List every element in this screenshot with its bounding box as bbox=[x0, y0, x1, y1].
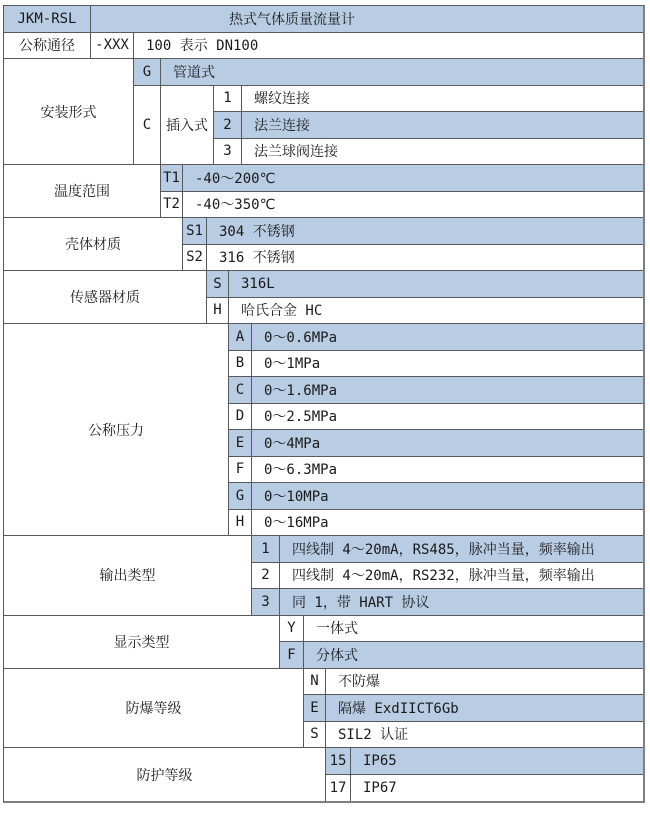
table-row bbox=[280, 642, 643, 669]
section-sensor-material bbox=[4, 271, 643, 324]
option-code: 17 bbox=[326, 775, 351, 802]
table-row bbox=[214, 86, 643, 113]
option-code: 3 bbox=[252, 589, 280, 616]
table-row bbox=[229, 457, 643, 484]
option-code: C bbox=[134, 86, 161, 166]
option-code: 2 bbox=[252, 563, 280, 590]
table-row bbox=[214, 139, 643, 166]
table-row bbox=[229, 351, 643, 378]
option-desc: -40～350℃ bbox=[183, 192, 643, 219]
option-code: 15 bbox=[326, 748, 351, 775]
option-code: F bbox=[280, 642, 304, 669]
option-code: Y bbox=[280, 616, 304, 643]
option-code: F bbox=[229, 457, 252, 484]
table-row bbox=[207, 298, 643, 325]
option-code: G bbox=[229, 483, 252, 510]
option-code: 1 bbox=[214, 86, 242, 113]
section-protection-grade bbox=[4, 748, 643, 801]
section-label: 安装形式 bbox=[4, 59, 134, 165]
table-row bbox=[214, 112, 643, 139]
option-code: D bbox=[229, 404, 252, 431]
option-desc: IP65 bbox=[351, 748, 643, 775]
table-row bbox=[326, 748, 643, 775]
option-desc: 0～2.5MPa bbox=[252, 404, 643, 431]
section-label: 防爆等级 bbox=[4, 669, 304, 749]
table-row bbox=[229, 324, 643, 351]
table-row bbox=[229, 510, 643, 537]
section-label: 温度范围 bbox=[4, 165, 161, 218]
table-row bbox=[229, 377, 643, 404]
option-desc: 0～4MPa bbox=[252, 430, 643, 457]
option-code: T2 bbox=[161, 192, 183, 219]
table-row bbox=[207, 271, 643, 298]
option-code: B bbox=[229, 351, 252, 378]
section-display-type bbox=[4, 616, 643, 669]
option-code: S1 bbox=[183, 218, 207, 245]
option-code: T1 bbox=[161, 165, 183, 192]
table-row bbox=[252, 536, 643, 563]
option-desc: 法兰球阀连接 bbox=[242, 139, 643, 166]
option-code: S2 bbox=[183, 245, 207, 272]
diameter-label: 公称通径 bbox=[4, 33, 91, 60]
option-desc: 0～0.6MPa bbox=[252, 324, 643, 351]
section-install-type bbox=[4, 59, 643, 165]
option-desc: 隔爆 ExdIICT6Gb bbox=[326, 695, 643, 722]
diameter-desc: 100 表示 DN100 bbox=[134, 33, 643, 60]
option-desc: 0～10MPa bbox=[252, 483, 643, 510]
option-code: G bbox=[134, 59, 161, 86]
table-row bbox=[304, 722, 643, 749]
diameter-code: -XXX bbox=[91, 33, 134, 60]
product-title: 热式气体质量流量计 bbox=[91, 6, 643, 33]
option-desc: SIL2 认证 bbox=[326, 722, 643, 749]
table-row bbox=[304, 669, 643, 696]
table-row bbox=[183, 245, 643, 272]
insertion-group bbox=[134, 86, 643, 166]
option-code: H bbox=[229, 510, 252, 537]
table-row bbox=[229, 430, 643, 457]
option-code: E bbox=[229, 430, 252, 457]
option-code: N bbox=[304, 669, 326, 696]
option-desc: 四线制 4～20mA，RS485，脉冲当量，频率输出 bbox=[280, 536, 643, 563]
table-row bbox=[134, 59, 643, 86]
option-desc: 0～6.3MPa bbox=[252, 457, 643, 484]
option-desc: 316L bbox=[229, 271, 643, 298]
table-row bbox=[280, 616, 643, 643]
section-temperature-range bbox=[4, 165, 643, 218]
option-desc: IP67 bbox=[363, 779, 397, 796]
section-label: 传感器材质 bbox=[4, 271, 207, 324]
option-code: 3 bbox=[214, 139, 242, 166]
option-code: 2 bbox=[214, 112, 242, 139]
option-desc: 管道式 bbox=[161, 59, 643, 86]
table-row bbox=[229, 483, 643, 510]
option-desc: 不防爆 bbox=[326, 669, 643, 696]
table-row bbox=[229, 404, 643, 431]
table-row bbox=[304, 695, 643, 722]
option-code: A bbox=[229, 324, 252, 351]
option-code: E bbox=[304, 695, 326, 722]
table-row bbox=[4, 33, 643, 60]
table-row bbox=[161, 165, 643, 192]
table-row bbox=[4, 6, 643, 33]
section-label: 壳体材质 bbox=[4, 218, 183, 271]
option-desc: 0～1.6MPa bbox=[252, 377, 643, 404]
option-desc: 0～16MPa bbox=[252, 510, 643, 537]
option-code: H bbox=[207, 298, 229, 325]
option-desc: 一体式 bbox=[304, 616, 643, 643]
model-selection-table bbox=[3, 5, 645, 803]
option-desc: 316 不锈钢 bbox=[207, 245, 643, 272]
section-label: 输出类型 bbox=[4, 536, 252, 616]
option-desc: 304 不锈钢 bbox=[207, 218, 643, 245]
option-desc: -40～200℃ bbox=[183, 165, 643, 192]
option-desc: 分体式 bbox=[304, 642, 643, 669]
section-explosion-proof-grade bbox=[4, 669, 643, 749]
option-desc: 螺纹连接 bbox=[242, 86, 643, 113]
section-label: 公称压力 bbox=[4, 324, 229, 536]
option-code: C bbox=[229, 377, 252, 404]
section-nominal-pressure bbox=[4, 324, 643, 536]
table-row bbox=[326, 775, 643, 802]
section-label: 防护等级 bbox=[4, 748, 326, 801]
table-row bbox=[252, 589, 643, 616]
section-label: 显示类型 bbox=[4, 616, 280, 669]
option-desc: 法兰连接 bbox=[242, 112, 643, 139]
section-output-type bbox=[4, 536, 643, 616]
option-desc: 四线制 4～20mA，RS232，脉冲当量，频率输出 bbox=[280, 563, 643, 590]
table-row bbox=[161, 192, 643, 219]
option-code: S bbox=[207, 271, 229, 298]
insertion-label: 插入式 bbox=[161, 86, 214, 166]
option-desc: 哈氏合金 HC bbox=[229, 298, 643, 325]
option-desc: 同 1，带 HART 协议 bbox=[280, 589, 643, 616]
option-desc: 0～1MPa bbox=[252, 351, 643, 378]
option-code: 1 bbox=[252, 536, 280, 563]
model-code: JKM-RSL bbox=[4, 6, 91, 33]
table-row bbox=[183, 218, 643, 245]
table-row bbox=[252, 563, 643, 590]
option-code: S bbox=[304, 722, 326, 749]
section-housing-material bbox=[4, 218, 643, 271]
